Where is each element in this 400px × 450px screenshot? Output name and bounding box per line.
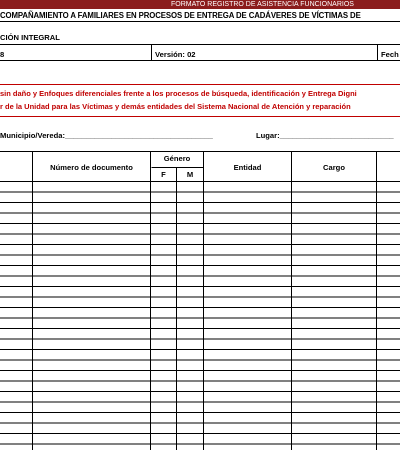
process-name: CIÓN INTEGRAL xyxy=(0,33,60,42)
column-header-documento: Número de documento xyxy=(50,163,133,172)
version-label: Versión: 02 xyxy=(155,50,196,59)
form-title: COMPAÑAMIENTO A FAMILIARES EN PROCESOS DE ENTREGA DE CADÁVERES DE VÍCTIMAS DE xyxy=(0,11,361,20)
code-value: 8 xyxy=(0,50,5,59)
column-header-cargo: Cargo xyxy=(323,163,345,172)
column-header-m: M xyxy=(186,170,194,179)
lugar-field: Lugar:___________________________ xyxy=(256,131,394,140)
notice-line-2: r de la Unidad para las Víctimas y demás entidades del Sistema Nacional de Atención y reparación xyxy=(0,102,351,111)
notice-line-1: sin daño y Enfoques diferenciales frente a los procesos de búsqueda, identificación y Entrega Digni xyxy=(0,89,357,98)
column-header-entidad: Entidad xyxy=(233,163,262,172)
municipio-field: Municipio/Vereda:___________________________________ xyxy=(0,131,213,140)
header-bar-text: FORMATO REGISTRO DE ASISTENCIA FUNCIONARIOS xyxy=(171,1,354,8)
column-header-genero: Género xyxy=(163,154,191,163)
column-header-f: F xyxy=(161,170,166,179)
date-label: Fech xyxy=(381,50,399,59)
